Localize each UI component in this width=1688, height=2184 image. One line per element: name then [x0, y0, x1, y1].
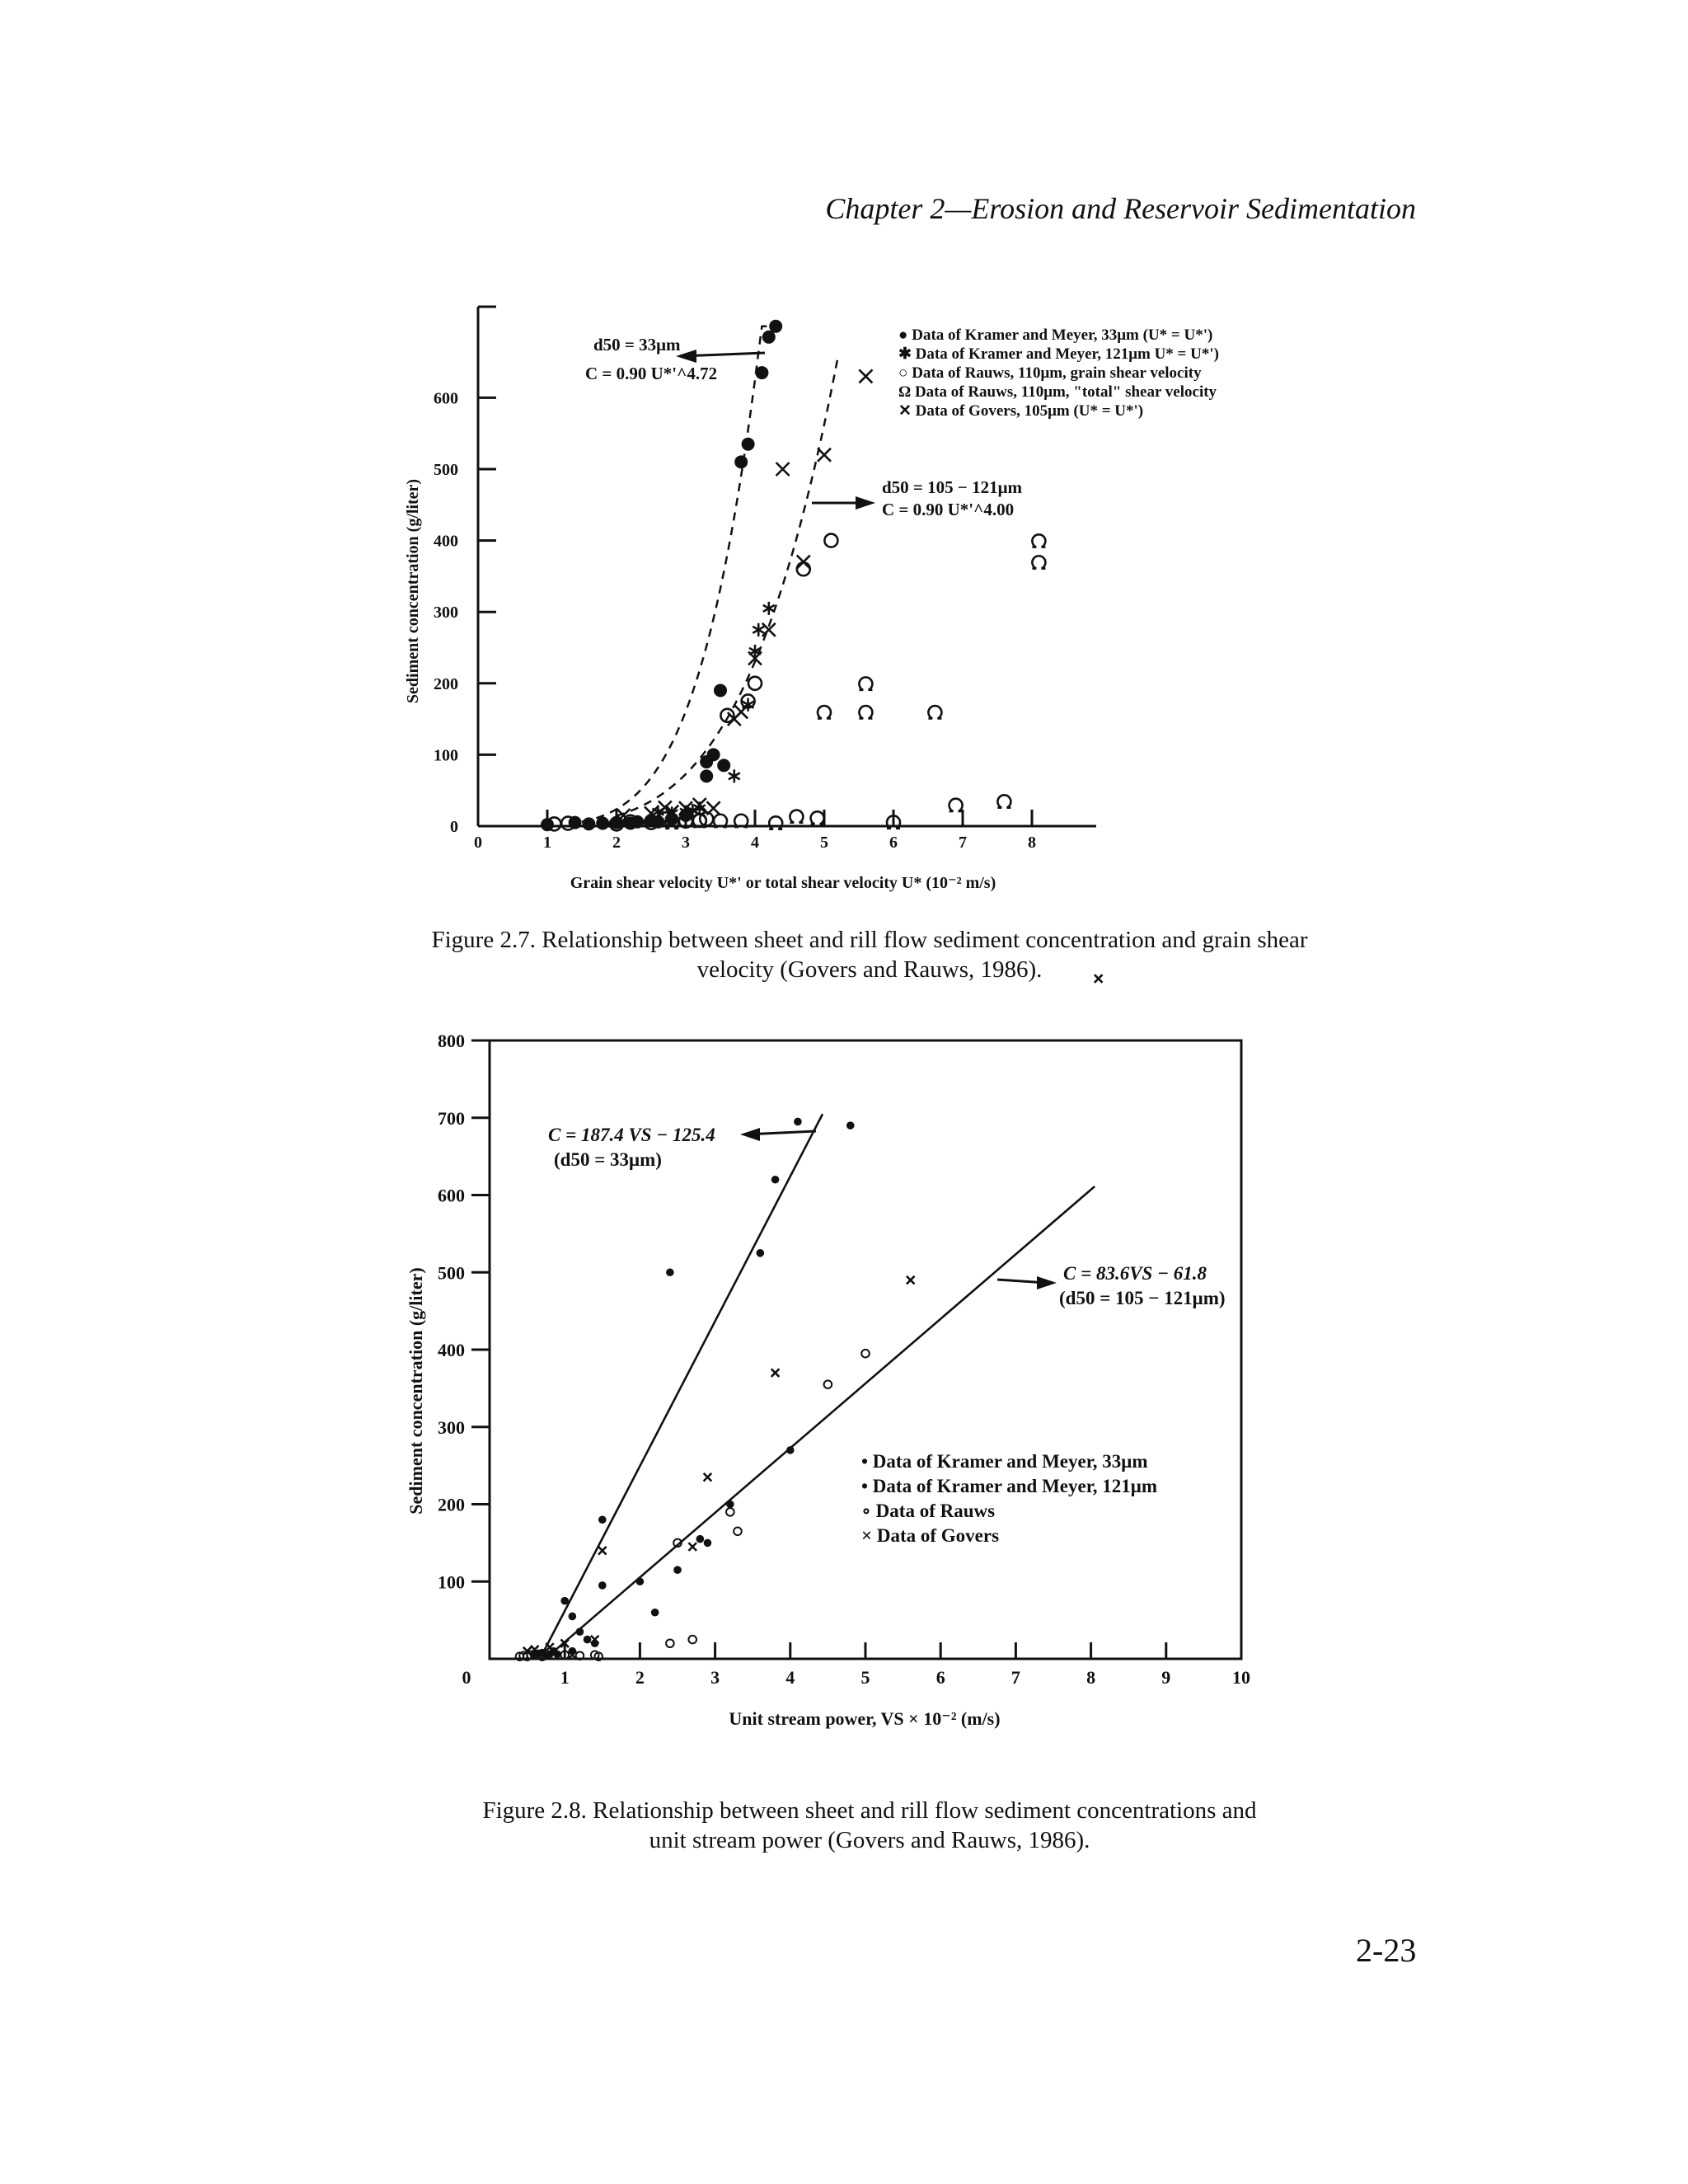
- point-dot: [553, 1651, 561, 1659]
- x-tick-label: 7: [959, 834, 967, 852]
- annotation-label: (d50 = 33μm): [554, 1149, 662, 1170]
- caption-line: unit stream power (Govers and Rauws, 1986).: [649, 1827, 1090, 1853]
- y-tick-label: 400: [434, 532, 458, 551]
- x-tick-label: 3: [710, 1667, 720, 1688]
- y-tick-label: 500: [438, 1262, 465, 1284]
- x-tick-label: 9: [1161, 1667, 1171, 1688]
- legend-entry: • Data of Kramer and Meyer, 33μm: [861, 1451, 1148, 1472]
- annotation-label: d50 = 33μm: [593, 335, 681, 355]
- origin-label: 0: [462, 1667, 471, 1688]
- regression-line: [540, 1114, 823, 1659]
- x-axis-label: Unit stream power, VS × 10⁻² (m/s): [729, 1708, 1001, 1729]
- point-open-dot: [861, 1350, 870, 1358]
- point-cross: [907, 1276, 915, 1285]
- point-dot: [673, 1566, 682, 1574]
- y-tick-label: 200: [434, 674, 458, 693]
- point-dot: [636, 1577, 645, 1585]
- point-dot: [576, 1627, 584, 1636]
- point-cross: [598, 1547, 607, 1555]
- series-x: [523, 975, 1103, 1659]
- point-dot: [726, 1501, 734, 1509]
- y-tick-label: 400: [438, 1340, 465, 1360]
- y-tick-label: 700: [438, 1107, 465, 1129]
- y-axis-label: Sediment concentration (g/liter): [406, 1267, 426, 1515]
- series-dot: [531, 1118, 855, 1660]
- x-tick-label: 2: [612, 834, 621, 852]
- figure-2-8-caption: [354, 1796, 1385, 1855]
- point-open-dot: [824, 1380, 832, 1388]
- y-tick-label: 500: [434, 461, 458, 479]
- caption-line: Figure 2.7. Relationship between sheet and rill flow sediment concentration and grain shear: [431, 927, 1308, 953]
- point-dot: [569, 1613, 577, 1621]
- x-axis-label: Grain shear velocity U*' or total shear velocity U* (10⁻² m/s): [570, 874, 996, 892]
- point-dot: [598, 1515, 607, 1524]
- legend-entry: ✱ Data of Kramer and Meyer, 121μm U* = U*'): [898, 345, 1219, 363]
- point-open-dot: [726, 1508, 734, 1516]
- y-tick-label: 100: [434, 746, 458, 765]
- point-dot: [786, 1446, 795, 1454]
- y-tick-label: 200: [438, 1494, 465, 1515]
- annotation-arrowhead: [740, 1128, 760, 1141]
- point-dot: [651, 1609, 659, 1617]
- y-tick-label: 0: [450, 818, 458, 836]
- y-tick-label: 800: [438, 1031, 465, 1051]
- legend-entry: × Data of Govers: [861, 1525, 1000, 1546]
- legend-entry: Ω Data of Rauws, 110μm, "total" shear velocity: [898, 383, 1217, 401]
- legend-entry: ✕ Data of Govers, 105μm (U* = U*'): [898, 402, 1144, 420]
- series-open-dot: [516, 1350, 870, 1660]
- point-dot: [584, 1636, 592, 1644]
- point-cross: [704, 1473, 712, 1482]
- x-tick-label: 4: [785, 1667, 795, 1688]
- point-dot: [598, 1581, 607, 1590]
- point-dot: [771, 1176, 780, 1184]
- x-tick-label: 3: [682, 834, 690, 852]
- annotation-label: (d50 = 105 − 121μm): [1059, 1288, 1226, 1308]
- point-dot: [696, 1535, 705, 1543]
- point-dot: [666, 1268, 674, 1276]
- point-dot: [794, 1118, 802, 1126]
- annotation-label: C = 0.90 U*'^4.72: [585, 364, 718, 383]
- caption-line: Figure 2.8. Relationship between sheet and rill flow sediment concentrations and: [482, 1797, 1257, 1824]
- point-open-dot: [688, 1636, 696, 1644]
- annotation-label: C = 187.4 VS − 125.4: [548, 1125, 715, 1145]
- y-tick-label: 100: [438, 1571, 465, 1593]
- point-open-dot: [666, 1639, 674, 1647]
- x-tick-label: 7: [1010, 1667, 1020, 1688]
- x-tick-label: 1: [560, 1667, 570, 1688]
- point-dot: [846, 1121, 855, 1130]
- annotation-arrowhead: [1037, 1276, 1057, 1289]
- x-tick-label: 1: [543, 834, 551, 852]
- caption-line: velocity (Govers and Rauws, 1986).: [696, 956, 1043, 983]
- x-tick-label: 5: [820, 834, 828, 852]
- point-dot: [704, 1539, 712, 1548]
- x-tick-label: 6: [889, 834, 898, 852]
- y-axis-label: Sediment concentration (g/liter): [404, 478, 422, 704]
- point-dot: [757, 1249, 765, 1257]
- annotation-label: C = 0.90 U*'^4.00: [882, 500, 1015, 519]
- page-number: 2-23: [1356, 1932, 1417, 1969]
- x-tick-label: 2: [635, 1667, 645, 1688]
- series-dot: [553, 1539, 711, 1659]
- legend: [861, 1451, 1157, 1546]
- regression-line: [545, 1186, 1095, 1659]
- figure-2-7-caption: [354, 925, 1385, 984]
- legend-entry: • Data of Kramer and Meyer, 121μm: [861, 1476, 1157, 1496]
- point-dot: [560, 1597, 569, 1605]
- x-tick-label: 10: [1232, 1667, 1250, 1688]
- point-cross: [771, 1369, 780, 1377]
- y-tick-label: 300: [434, 604, 458, 622]
- point-open-dot: [734, 1528, 742, 1536]
- x-tick-label: 8: [1086, 1667, 1096, 1688]
- legend-entry: ○ Data of Rauws, 110μm, grain shear velocity: [898, 364, 1202, 382]
- x-tick-label: 5: [860, 1667, 870, 1688]
- legend-entry: ∘ Data of Rauws: [861, 1501, 996, 1521]
- legend-entry: ● Data of Kramer and Meyer, 33μm (U* = U*'): [898, 326, 1213, 344]
- y-tick-label: 600: [434, 389, 458, 408]
- x-tick-label: 4: [751, 834, 759, 852]
- point-cross: [688, 1543, 696, 1551]
- y-tick-label: 300: [438, 1416, 465, 1438]
- y-tick-label: 600: [438, 1185, 465, 1206]
- annotation-label: C = 83.6VS − 61.8: [1063, 1263, 1207, 1284]
- x-tick-label: 8: [1028, 834, 1036, 852]
- x-tick-label: 0: [474, 834, 482, 852]
- annotation-label: d50 = 105 − 121μm: [882, 477, 1023, 497]
- running-header: Chapter 2—Erosion and Reservoir Sedimentation: [825, 192, 1416, 225]
- x-tick-label: 6: [935, 1667, 945, 1688]
